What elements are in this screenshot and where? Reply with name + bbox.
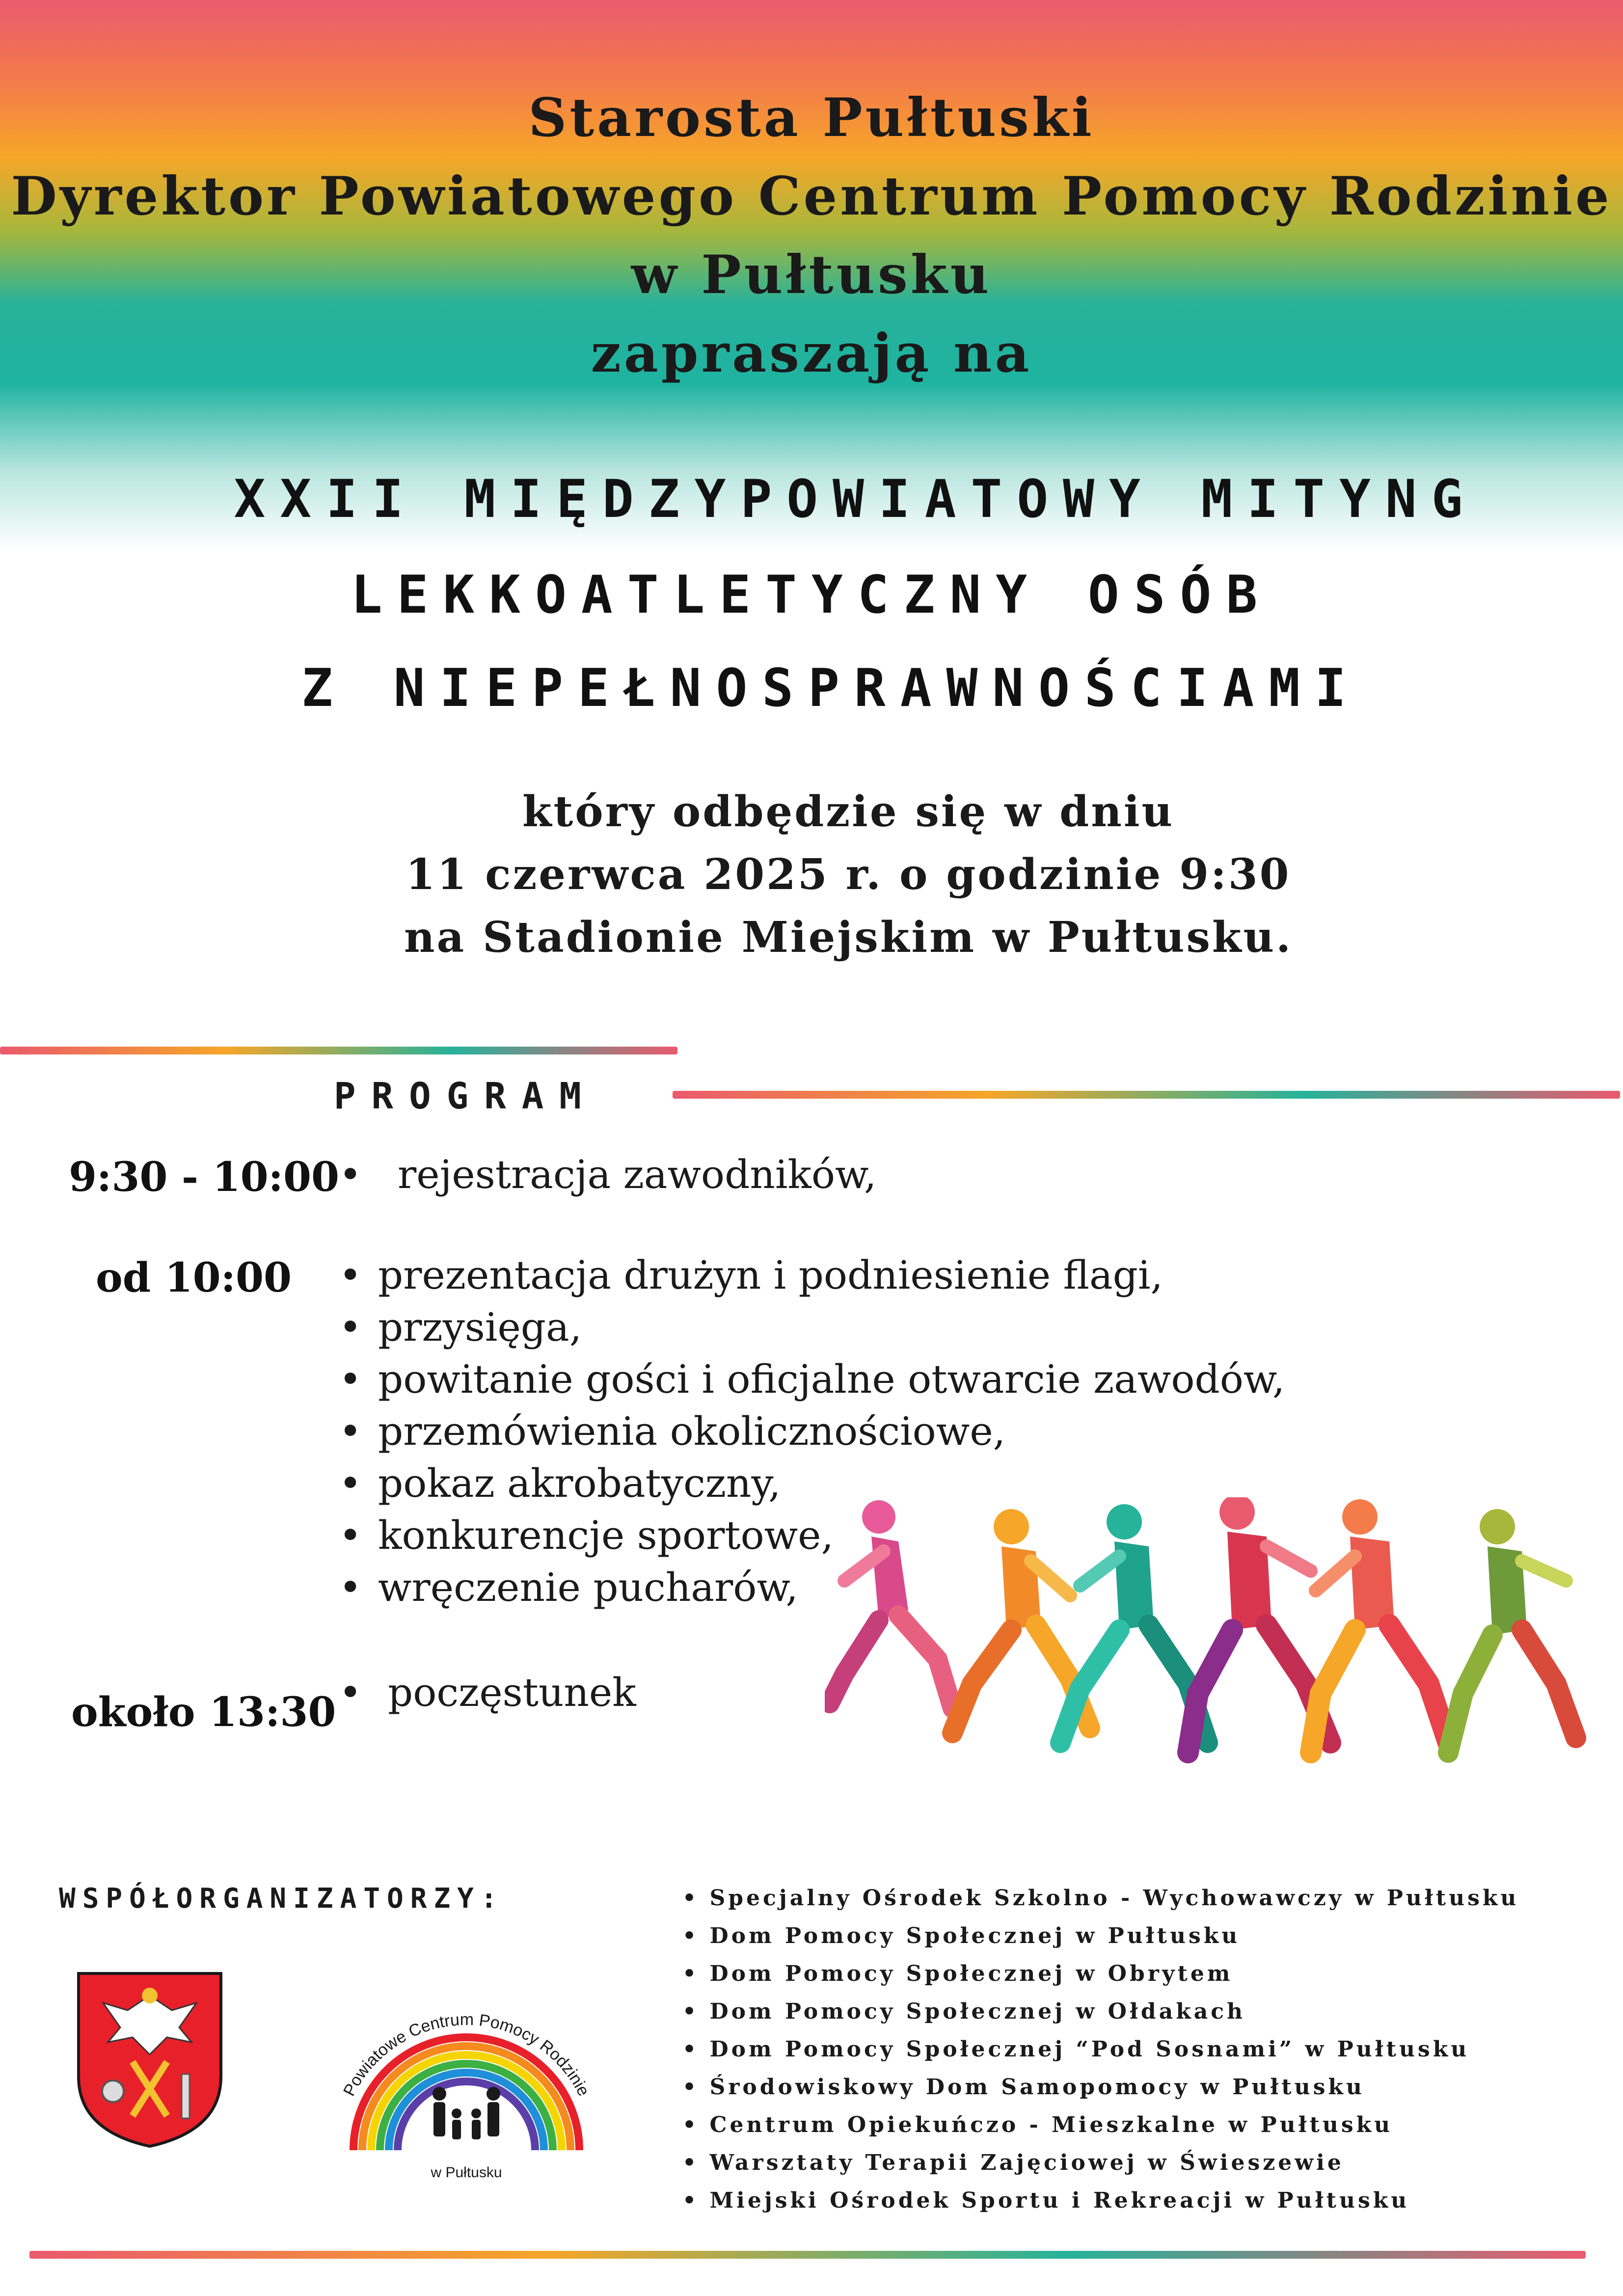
- time-slot-3: około 13:30: [71, 1689, 336, 1736]
- footer-divider: [29, 2251, 1586, 2259]
- list-item: • Centrum Opiekuńczo - Mieszkalne w Pułtusku: [682, 2112, 1393, 2137]
- list-item: • Dom Pomocy Społecznej w Obrytem: [682, 1961, 1233, 1986]
- list-item: • prezentacja drużyn i podniesienie flagi,: [339, 1249, 1285, 1301]
- bullet-icon: •: [682, 1886, 700, 1911]
- bullet-icon: •: [339, 1513, 362, 1558]
- bullet-icon: •: [682, 2188, 700, 2213]
- details-line-3: na Stadionie Miejskim w Pułtusku.: [404, 913, 1293, 962]
- logo-sub-text: w Pułtusku: [431, 2164, 502, 2181]
- bullet-icon: •: [339, 1304, 362, 1350]
- bullet-icon: •: [339, 1408, 362, 1454]
- bullet-icon: •: [682, 1999, 700, 2024]
- bullet-icon: •: [339, 1356, 362, 1402]
- details-line-2: 11 czerwca 2025 r. o godzinie 9:30: [406, 850, 1291, 899]
- list-item: • powitanie gości i oficjalne otwarcie zawodów,: [339, 1353, 1285, 1405]
- list-item: • Dom Pomocy Społecznej w Ołdakach: [682, 1999, 1245, 2024]
- bullet-icon: •: [682, 1923, 700, 1948]
- bullet-icon: •: [682, 2037, 700, 2062]
- event-title-line-1: XXII MIĘDZYPOWIATOWY MITYNG: [234, 469, 1478, 529]
- coorganizers-heading: WSPÓŁORGANIZATORZY:: [59, 1883, 504, 1915]
- runner-figure: [1448, 1509, 1576, 1753]
- list-item: • Środowiskowy Dom Samopomocy w Pułtusku: [682, 2075, 1365, 2100]
- list-item: • przysięga,: [339, 1301, 1285, 1353]
- organizer-line-1: Starosta Pułtuski: [528, 87, 1095, 149]
- bullet-icon: •: [682, 2112, 700, 2137]
- coorganizers-list: [682, 1879, 1519, 2219]
- list-item: • Dom Pomocy Społecznej “Pod Sosnami” w Pułtusku: [682, 2037, 1470, 2062]
- coat-of-arms-icon: [74, 1969, 226, 2150]
- runner-figure: [1311, 1499, 1448, 1753]
- list-item: • konkurencje sportowe,: [339, 1510, 1285, 1562]
- bullet-icon: •: [682, 1961, 700, 1986]
- bullet-icon: •: [682, 2150, 700, 2175]
- list-item: • przemówienia okolicznościowe,: [339, 1405, 1285, 1458]
- logo-arc-text: Powiatowe Centrum Pomocy Rodzinie: [340, 2010, 594, 2099]
- event-title-line-2: LEKKOATLETYCZNY OSÓB: [351, 565, 1272, 625]
- bullet-icon: •: [339, 1152, 362, 1197]
- runners-illustration: [825, 1497, 1591, 1802]
- time-slot-2: od 10:00: [96, 1254, 292, 1301]
- divider-left: [0, 1047, 677, 1054]
- list-item: • Warsztaty Terapii Zajęciowej w Świeszewie: [682, 2150, 1344, 2175]
- family-icon: [433, 2087, 500, 2139]
- program-list-1: [339, 1149, 876, 1201]
- pcpr-logo: [314, 1988, 619, 2185]
- list-item: • Dom Pomocy Społecznej w Pułtusku: [682, 1923, 1241, 1948]
- program-heading: PROGRAM: [334, 1075, 597, 1117]
- time-slot-1: 9:30 - 10:00: [69, 1154, 340, 1201]
- program-list-3: [339, 1667, 636, 1719]
- divider-right: [673, 1091, 1620, 1099]
- bullet-icon: •: [339, 1460, 362, 1506]
- list-item: • rejestracja zawodników,: [339, 1149, 876, 1201]
- invite-line: zapraszają na: [591, 323, 1032, 384]
- list-item: • wręczenie pucharów,: [339, 1562, 1285, 1614]
- organizer-line-3: w Pułtusku: [631, 244, 992, 306]
- event-title-line-3: Z NIEPEŁNOSPRAWNOŚCIAMI: [301, 658, 1361, 718]
- bullet-icon: •: [339, 1670, 362, 1715]
- list-item: • Miejski Ośrodek Sportu i Rekreacji w Pułtusku: [682, 2188, 1410, 2213]
- runner-figure: [830, 1500, 952, 1708]
- bullet-icon: •: [339, 1252, 362, 1298]
- list-item: • pokaz akrobatyczny,: [339, 1458, 1285, 1510]
- bullet-icon: •: [339, 1565, 362, 1610]
- bullet-icon: •: [682, 2075, 700, 2100]
- organizer-line-2: Dyrektor Powiatowego Centrum Pomocy Rodzinie: [11, 165, 1612, 227]
- list-item: • poczęstunek: [339, 1667, 636, 1719]
- list-item: • Specjalny Ośrodek Szkolno - Wychowawczy w Pułtusku: [682, 1886, 1519, 1911]
- details-line-1: który odbędzie się w dniu: [522, 787, 1175, 837]
